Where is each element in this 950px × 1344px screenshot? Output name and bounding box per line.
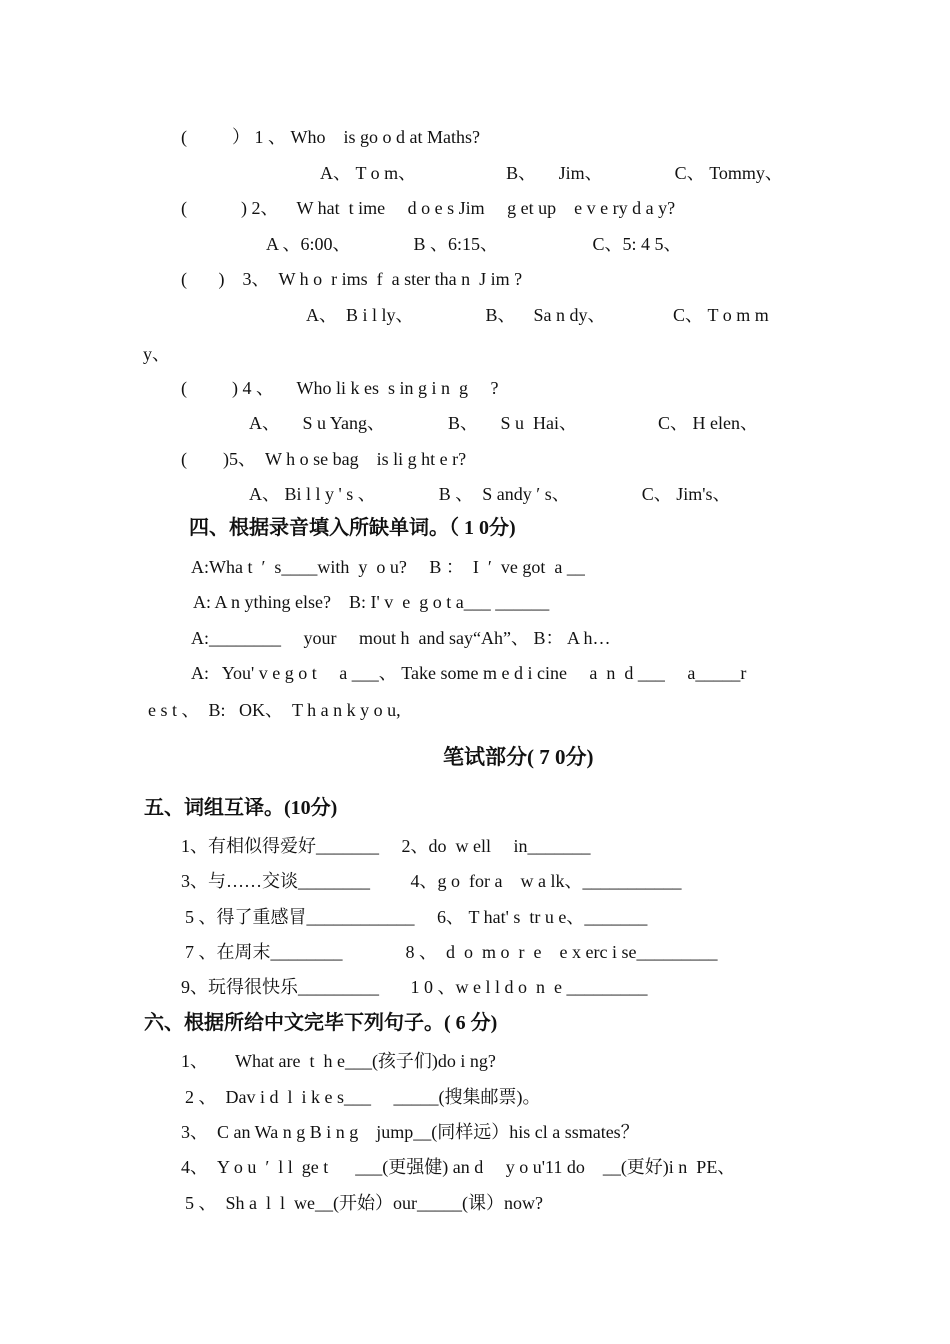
section-4-line-4: A: You' v e g o t a ___、 Take some m e d i cine a n d ___ a_____r xyxy=(191,663,747,683)
section-6-line-4: 4、 Y o u ′ l l ge t ___(更强健) an d y o u'11 do __(更好)i n PE、 xyxy=(181,1157,736,1177)
section-5-heading: 五、词组互译。(10分) xyxy=(144,797,338,819)
section-4-line-2: A: A n ything else? B: I' v e g o t a___ ______ xyxy=(193,592,550,612)
section-5-line-4: 7 、在周末________ 8 、 d o m o r e e x erc i se_________ xyxy=(185,942,718,962)
section-4-line-3: A:________ your mout h and say“Ah”、 B： A h… xyxy=(191,628,611,648)
written-part-heading: 笔试部分( 7 0分) xyxy=(443,745,594,769)
question-1-stem: ( ） 1 、 Who is go o d at Maths? xyxy=(181,127,480,147)
section-6-line-3: 3、 C an Wa n g B i n g jump__(同样远）his cl a ssmates？ xyxy=(181,1122,639,1142)
section-5-line-1: 1、有相似得爱好_______ 2、do w ell in_______ xyxy=(181,836,591,856)
section-6-line-1: 1、 What are t h e___(孩子们)do i ng? xyxy=(181,1051,496,1071)
question-1-options: A、 T o m、 B、 Jim、 C、 Tommy、 xyxy=(320,163,783,183)
section-6-heading: 六、根据所给中文完毕下列句子。( 6 分) xyxy=(144,1012,498,1034)
section-5-line-5: 9、玩得很快乐_________ 1 0 、w e l l d o n e _________ xyxy=(181,977,648,997)
section-4-line-5: e s t 、 B: OK、 T h a n k y o u, xyxy=(148,700,401,720)
section-5-line-3: 5 、得了重感冒____________ 6、 T hat' s tr u e、_______ xyxy=(185,907,648,927)
section-5-line-2: 3、与……交谈________ 4、g o for a w a lk、___________ xyxy=(181,871,682,891)
question-5-options: A、 Bi l l y ' s 、 B 、 S andy ′ s、 C、 Jim's、 xyxy=(249,484,731,504)
section-4-line-1: A:Wha t ′ s____with y o u? B ： I ′ ve got a __ xyxy=(191,557,585,577)
question-4-options: A、 S u Yang、 B、 S u Hai、 C、 H elen、 xyxy=(249,413,759,433)
section-4-heading: 四、根据录音填入所缺单词。（ 1 0分) xyxy=(189,517,516,539)
question-2-options: A 、6:00、 B 、6:15、 C、5: 4 5、 xyxy=(266,234,682,254)
section-6-line-5: 5 、 Sh a l l we__(开始）our_____(课）now? xyxy=(185,1193,543,1213)
question-5-stem: ( )5、 W h o se bag is li g ht e r? xyxy=(181,449,467,469)
section-6-line-2: 2 、 Dav i d l i k e s___ _____(搜集邮票)。 xyxy=(185,1087,541,1107)
question-3-options-cont: y、 xyxy=(143,344,170,364)
question-3-stem: ( ) 3、 W h o r ims f a ster tha n J im ? xyxy=(181,269,523,289)
question-4-stem: ( ) 4 、 Who li k es s in g i n g ? xyxy=(181,378,499,398)
question-2-stem: ( ) 2、 W hat t ime d o e s Jim g et up e v e ry d a y? xyxy=(181,198,676,218)
question-3-options: A、 B i l ly、 B、 Sa n dy、 C、 T o m m xyxy=(306,305,769,325)
